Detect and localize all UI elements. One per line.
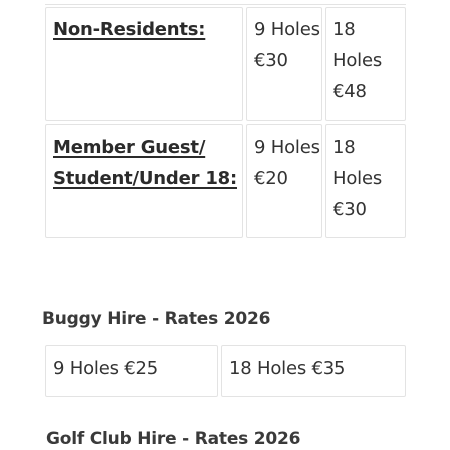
cell-line: €20 — [254, 168, 288, 189]
table-cell-nine-holes-member-guest — [246, 124, 322, 238]
cell-line: 18 — [333, 19, 356, 40]
cell-line: 18 — [333, 137, 356, 158]
buggy-hire-heading: Buggy Hire - Rates 2026 — [42, 309, 271, 329]
label-line: Non-Residents: — [53, 19, 206, 40]
cell-line: 9 Holes — [254, 19, 320, 40]
buggy-cell-eighteen-holes: 18 Holes €35 — [221, 345, 406, 397]
table-cell-label-member-guest — [45, 124, 243, 238]
cell-line: Holes — [333, 168, 383, 189]
cell-line: €30 — [254, 50, 288, 71]
cell-line: €30 — [333, 199, 367, 220]
cell-line: 9 Holes — [254, 137, 320, 158]
table-cell-nine-holes-non-residents — [246, 7, 322, 121]
table-top-edge — [45, 0, 406, 5]
cell-line: €48 — [333, 81, 367, 102]
table-cell-eighteen-holes-non-residents — [325, 7, 406, 121]
table-cell-label-non-residents — [45, 7, 243, 121]
label-line: Student/Under 18: — [53, 168, 237, 189]
cell-line: Holes — [333, 50, 383, 71]
golf-club-hire-heading: Golf Club Hire - Rates 2026 — [46, 429, 301, 449]
label-line: Member Guest/ — [53, 137, 206, 158]
buggy-cell-nine-holes: 9 Holes €25 — [45, 345, 218, 397]
table-cell-eighteen-holes-member-guest — [325, 124, 406, 238]
